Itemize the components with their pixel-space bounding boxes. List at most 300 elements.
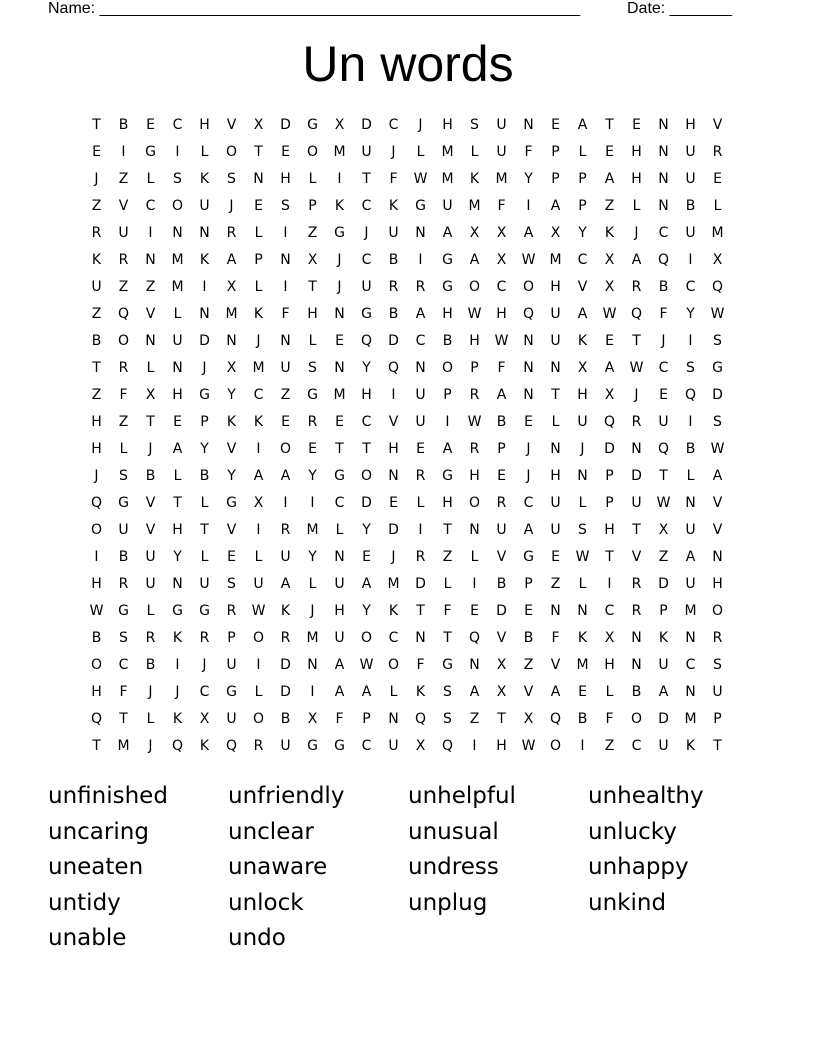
grid-letter: K bbox=[388, 603, 399, 619]
grid-letter: I bbox=[526, 198, 531, 214]
grid-row bbox=[83, 706, 743, 733]
grid-letter: A bbox=[361, 684, 372, 700]
grid-letter: P bbox=[362, 711, 371, 727]
word-bank-item: uncaring bbox=[48, 818, 149, 845]
grid-letter: X bbox=[253, 495, 264, 511]
grid-letter: O bbox=[252, 711, 265, 727]
grid-row bbox=[83, 112, 743, 139]
grid-letter: X bbox=[604, 279, 615, 295]
grid-letter: A bbox=[550, 198, 561, 214]
word-bank-item: unhealthy bbox=[588, 783, 704, 809]
grid-letter: H bbox=[172, 387, 183, 403]
grid-letter: V bbox=[631, 549, 642, 565]
grid-letter: N bbox=[550, 441, 561, 457]
grid-letter: I bbox=[283, 495, 288, 511]
grid-letter: Z bbox=[523, 657, 534, 673]
grid-letter: K bbox=[253, 306, 264, 322]
grid-letter: R bbox=[496, 495, 507, 511]
grid-letter: U bbox=[550, 306, 561, 322]
grid-letter: G bbox=[523, 549, 534, 565]
grid-letter: H bbox=[685, 117, 696, 133]
grid-letter: R bbox=[388, 279, 399, 295]
grid-letter: B bbox=[145, 657, 156, 673]
grid-letter: X bbox=[253, 117, 264, 133]
grid-letter: X bbox=[469, 225, 480, 241]
grid-letter: I bbox=[175, 657, 180, 673]
grid-letter: K bbox=[685, 738, 696, 754]
grid-row bbox=[83, 193, 743, 220]
grid-letter: V bbox=[388, 414, 399, 430]
grid-letter: Q bbox=[549, 711, 562, 727]
grid-letter: I bbox=[337, 171, 342, 187]
grid-letter: E bbox=[551, 549, 560, 565]
grid-letter: X bbox=[496, 657, 507, 673]
grid-letter: O bbox=[225, 144, 238, 160]
grid-letter: Z bbox=[307, 225, 318, 241]
grid-letter: C bbox=[658, 225, 669, 241]
grid-letter: J bbox=[418, 117, 423, 133]
grid-letter: S bbox=[227, 171, 236, 187]
grid-letter: J bbox=[202, 360, 207, 376]
grid-letter: I bbox=[256, 441, 261, 457]
grid-letter: M bbox=[117, 738, 130, 754]
grid-letter: R bbox=[631, 603, 642, 619]
grid-letter: N bbox=[658, 117, 669, 133]
grid-letter: M bbox=[252, 360, 265, 376]
grid-letter: G bbox=[334, 225, 345, 241]
grid-row bbox=[83, 733, 743, 760]
grid-letter: S bbox=[308, 360, 317, 376]
grid-letter: R bbox=[226, 225, 237, 241]
grid-letter: N bbox=[469, 522, 480, 538]
grid-letter: J bbox=[364, 225, 369, 241]
grid-letter: W bbox=[656, 495, 671, 511]
grid-letter: W bbox=[251, 603, 266, 619]
grid-letter: S bbox=[119, 468, 128, 484]
grid-row bbox=[83, 679, 743, 706]
grid-letter: H bbox=[550, 279, 561, 295]
grid-letter: G bbox=[226, 495, 237, 511]
grid-letter: V bbox=[496, 549, 507, 565]
grid-letter: T bbox=[443, 630, 452, 646]
grid-letter: J bbox=[94, 468, 99, 484]
grid-letter: Z bbox=[118, 414, 129, 430]
grid-letter: L bbox=[254, 225, 263, 241]
grid-letter: A bbox=[685, 549, 696, 565]
grid-letter: U bbox=[199, 576, 210, 592]
grid-letter: N bbox=[658, 198, 669, 214]
grid-letter: J bbox=[661, 333, 666, 349]
grid-letter: N bbox=[388, 468, 399, 484]
word-bank-item: unable bbox=[48, 925, 127, 951]
grid-letter: U bbox=[415, 387, 426, 403]
grid-letter: B bbox=[118, 549, 129, 565]
grid-letter: G bbox=[118, 603, 129, 619]
grid-letter: J bbox=[391, 144, 396, 160]
grid-letter: O bbox=[360, 468, 373, 484]
grid-letter: P bbox=[524, 576, 533, 592]
grid-letter: H bbox=[199, 117, 210, 133]
grid-letter: H bbox=[91, 576, 102, 592]
grid-letter: W bbox=[710, 306, 725, 322]
grid-letter: U bbox=[550, 333, 561, 349]
grid-letter: Y bbox=[362, 603, 371, 619]
grid-letter: U bbox=[685, 522, 696, 538]
grid-letter: B bbox=[685, 198, 696, 214]
grid-letter: J bbox=[94, 171, 99, 187]
word-bank-item: uneaten bbox=[48, 854, 144, 880]
grid-letter: Q bbox=[684, 387, 697, 403]
grid-letter: X bbox=[550, 225, 561, 241]
grid-letter: I bbox=[256, 522, 261, 538]
grid-row bbox=[83, 355, 743, 382]
grid-letter: J bbox=[634, 387, 639, 403]
grid-letter: H bbox=[442, 495, 453, 511]
grid-letter: O bbox=[360, 630, 373, 646]
grid-letter: H bbox=[604, 657, 615, 673]
grid-letter: R bbox=[415, 468, 426, 484]
grid-letter: L bbox=[119, 441, 128, 457]
grid-letter: E bbox=[578, 684, 587, 700]
grid-letter: W bbox=[521, 738, 536, 754]
grid-letter: G bbox=[199, 387, 210, 403]
grid-letter: J bbox=[256, 333, 261, 349]
grid-letter: U bbox=[388, 738, 399, 754]
grid-letter: L bbox=[443, 576, 452, 592]
grid-letter: M bbox=[441, 144, 454, 160]
grid-letter: X bbox=[415, 738, 426, 754]
grid-letter: Z bbox=[91, 198, 102, 214]
grid-letter: S bbox=[227, 576, 236, 592]
grid-letter: T bbox=[119, 711, 128, 727]
grid-letter: J bbox=[148, 738, 153, 754]
grid-row bbox=[83, 490, 743, 517]
grid-letter: R bbox=[631, 279, 642, 295]
grid-letter: T bbox=[92, 738, 101, 754]
grid-letter: T bbox=[173, 495, 182, 511]
grid-letter: L bbox=[146, 711, 155, 727]
grid-letter: I bbox=[472, 738, 477, 754]
grid-letter: G bbox=[118, 495, 129, 511]
grid-letter: M bbox=[225, 306, 238, 322]
grid-letter: R bbox=[280, 522, 291, 538]
grid-letter: U bbox=[496, 144, 507, 160]
grid-letter: C bbox=[172, 117, 183, 133]
grid-letter: R bbox=[415, 279, 426, 295]
grid-letter: X bbox=[226, 360, 237, 376]
grid-letter: X bbox=[145, 387, 156, 403]
grid-letter: U bbox=[361, 144, 372, 160]
grid-letter: J bbox=[202, 657, 207, 673]
grid-letter: A bbox=[523, 522, 534, 538]
grid-letter: I bbox=[310, 495, 315, 511]
grid-letter: C bbox=[361, 198, 372, 214]
grid-letter: R bbox=[253, 738, 264, 754]
grid-row bbox=[83, 301, 743, 328]
grid-letter: F bbox=[119, 684, 128, 700]
grid-letter: X bbox=[226, 279, 237, 295]
grid-letter: M bbox=[306, 630, 319, 646]
grid-letter: O bbox=[468, 495, 481, 511]
grid-letter: I bbox=[607, 576, 612, 592]
grid-letter: V bbox=[145, 522, 156, 538]
grid-letter: U bbox=[199, 198, 210, 214]
grid-letter: Q bbox=[657, 252, 670, 268]
grid-letter: N bbox=[685, 684, 696, 700]
grid-letter: V bbox=[145, 495, 156, 511]
grid-letter: F bbox=[524, 144, 533, 160]
grid-letter: F bbox=[416, 657, 425, 673]
grid-letter: S bbox=[713, 414, 722, 430]
grid-letter: U bbox=[577, 414, 588, 430]
grid-letter: V bbox=[577, 279, 588, 295]
grid-letter: A bbox=[442, 441, 453, 457]
grid-letter: Y bbox=[524, 171, 533, 187]
grid-letter: I bbox=[283, 225, 288, 241]
grid-letter: N bbox=[631, 441, 642, 457]
grid-letter: W bbox=[602, 306, 617, 322]
grid-letter: C bbox=[388, 630, 399, 646]
grid-letter: E bbox=[389, 495, 398, 511]
word-bank-item: unfriendly bbox=[228, 783, 345, 809]
grid-letter: E bbox=[254, 198, 263, 214]
grid-letter: Y bbox=[308, 549, 317, 565]
grid-letter: L bbox=[686, 468, 695, 484]
grid-letter: I bbox=[256, 657, 261, 673]
grid-letter: A bbox=[253, 468, 264, 484]
grid-letter: R bbox=[307, 414, 318, 430]
grid-letter: G bbox=[307, 117, 318, 133]
grid-letter: S bbox=[119, 630, 128, 646]
grid-letter: K bbox=[199, 738, 210, 754]
grid-letter: A bbox=[604, 171, 615, 187]
grid-letter: P bbox=[713, 711, 722, 727]
grid-letter: V bbox=[496, 630, 507, 646]
grid-letter: A bbox=[604, 360, 615, 376]
grid-letter: R bbox=[199, 630, 210, 646]
grid-letter: N bbox=[550, 603, 561, 619]
grid-letter: U bbox=[172, 333, 183, 349]
grid-letter: J bbox=[148, 441, 153, 457]
name-field-label: Name: ______________________________________________________ bbox=[48, 0, 581, 17]
word-bank-item: unaware bbox=[228, 854, 328, 880]
grid-letter: B bbox=[280, 711, 291, 727]
grid-letter: P bbox=[308, 198, 317, 214]
grid-letter: S bbox=[443, 684, 452, 700]
grid-letter: R bbox=[469, 387, 480, 403]
grid-letter: E bbox=[92, 144, 101, 160]
grid-letter: G bbox=[712, 360, 723, 376]
word-bank-item: unplug bbox=[408, 889, 488, 916]
grid-letter: U bbox=[496, 522, 507, 538]
grid-letter: N bbox=[253, 171, 264, 187]
grid-letter: U bbox=[442, 198, 453, 214]
grid-letter: R bbox=[631, 414, 642, 430]
grid-letter: T bbox=[632, 333, 641, 349]
grid-letter: M bbox=[171, 279, 184, 295]
grid-letter: U bbox=[253, 576, 264, 592]
grid-letter: T bbox=[362, 441, 371, 457]
grid-row bbox=[83, 571, 743, 598]
grid-letter: Z bbox=[442, 549, 453, 565]
grid-letter: U bbox=[334, 630, 345, 646]
grid-letter: P bbox=[443, 387, 452, 403]
grid-letter: P bbox=[227, 630, 236, 646]
grid-letter: R bbox=[118, 360, 129, 376]
grid-letter: N bbox=[523, 117, 534, 133]
grid-letter: Z bbox=[550, 576, 561, 592]
grid-letter: U bbox=[280, 549, 291, 565]
grid-letter: M bbox=[684, 603, 697, 619]
grid-letter: I bbox=[310, 684, 315, 700]
grid-letter: N bbox=[199, 306, 210, 322]
grid-letter: L bbox=[173, 468, 182, 484]
grid-letter: T bbox=[551, 387, 560, 403]
grid-letter: E bbox=[632, 117, 641, 133]
grid-letter: N bbox=[334, 306, 345, 322]
grid-letter: U bbox=[685, 144, 696, 160]
grid-letter: C bbox=[658, 360, 669, 376]
grid-letter: A bbox=[496, 387, 507, 403]
grid-letter: T bbox=[443, 522, 452, 538]
grid-letter: K bbox=[199, 171, 210, 187]
grid-letter: H bbox=[631, 144, 642, 160]
grid-row bbox=[83, 598, 743, 625]
grid-letter: I bbox=[445, 414, 450, 430]
grid-letter: G bbox=[307, 738, 318, 754]
grid-letter: J bbox=[175, 684, 180, 700]
grid-letter: U bbox=[361, 279, 372, 295]
grid-letter: N bbox=[334, 549, 345, 565]
grid-letter: T bbox=[335, 441, 344, 457]
grid-row bbox=[83, 544, 743, 571]
grid-letter: M bbox=[387, 576, 400, 592]
grid-letter: I bbox=[580, 738, 585, 754]
grid-letter: M bbox=[333, 387, 346, 403]
grid-letter: E bbox=[281, 414, 290, 430]
grid-letter: N bbox=[523, 333, 534, 349]
header-line bbox=[48, 0, 748, 20]
grid-row bbox=[83, 220, 743, 247]
grid-row bbox=[83, 436, 743, 463]
grid-letter: U bbox=[550, 522, 561, 538]
grid-letter: E bbox=[470, 603, 479, 619]
grid-letter: H bbox=[442, 306, 453, 322]
grid-letter: F bbox=[281, 306, 290, 322]
grid-letter: Y bbox=[578, 225, 587, 241]
grid-row bbox=[83, 625, 743, 652]
grid-letter: N bbox=[523, 387, 534, 403]
grid-letter: X bbox=[604, 252, 615, 268]
grid-letter: L bbox=[470, 549, 479, 565]
grid-letter: J bbox=[148, 684, 153, 700]
grid-letter: H bbox=[172, 522, 183, 538]
grid-letter: L bbox=[254, 279, 263, 295]
grid-letter: O bbox=[279, 441, 292, 457]
grid-letter: L bbox=[146, 171, 155, 187]
grid-letter: A bbox=[226, 252, 237, 268]
grid-letter: W bbox=[710, 441, 725, 457]
grid-letter: D bbox=[280, 117, 291, 133]
grid-letter: N bbox=[658, 171, 669, 187]
grid-letter: P bbox=[200, 414, 209, 430]
grid-letter: P bbox=[497, 441, 506, 457]
grid-letter: X bbox=[496, 225, 507, 241]
grid-letter: P bbox=[605, 468, 614, 484]
grid-letter: S bbox=[578, 522, 587, 538]
grid-letter: O bbox=[630, 711, 643, 727]
grid-letter: U bbox=[550, 495, 561, 511]
grid-letter: X bbox=[604, 630, 615, 646]
grid-letter: A bbox=[577, 306, 588, 322]
grid-letter: L bbox=[416, 144, 425, 160]
date-field-label: Date: _______ bbox=[627, 0, 732, 17]
grid-letter: G bbox=[415, 198, 426, 214]
grid-letter: U bbox=[226, 657, 237, 673]
grid-letter: M bbox=[306, 522, 319, 538]
grid-letter: Y bbox=[227, 468, 236, 484]
grid-letter: H bbox=[496, 738, 507, 754]
grid-letter: X bbox=[496, 252, 507, 268]
grid-letter: P bbox=[659, 603, 668, 619]
grid-letter: F bbox=[335, 711, 344, 727]
grid-letter: U bbox=[658, 414, 669, 430]
grid-letter: W bbox=[575, 549, 590, 565]
grid-letter: N bbox=[577, 603, 588, 619]
grid-letter: A bbox=[577, 117, 588, 133]
grid-letter: D bbox=[388, 522, 399, 538]
grid-letter: F bbox=[605, 711, 614, 727]
grid-letter: L bbox=[578, 495, 587, 511]
grid-letter: U bbox=[631, 495, 642, 511]
grid-letter: A bbox=[415, 306, 426, 322]
grid-letter: M bbox=[333, 144, 346, 160]
grid-letter: Y bbox=[200, 441, 209, 457]
grid-letter: G bbox=[361, 306, 372, 322]
grid-letter: K bbox=[604, 225, 615, 241]
grid-row bbox=[83, 652, 743, 679]
grid-letter: K bbox=[253, 414, 264, 430]
grid-letter: H bbox=[334, 603, 345, 619]
grid-letter: V bbox=[712, 495, 723, 511]
grid-letter: A bbox=[469, 252, 480, 268]
grid-letter: Z bbox=[145, 279, 156, 295]
grid-letter: N bbox=[334, 360, 345, 376]
grid-letter: E bbox=[173, 414, 182, 430]
grid-letter: A bbox=[658, 684, 669, 700]
grid-letter: A bbox=[712, 468, 723, 484]
grid-letter: M bbox=[576, 657, 589, 673]
grid-letter: C bbox=[361, 252, 372, 268]
grid-letter: I bbox=[472, 576, 477, 592]
grid-letter: W bbox=[413, 171, 428, 187]
grid-letter: Q bbox=[468, 630, 481, 646]
word-bank-item: unfinished bbox=[48, 783, 168, 809]
grid-letter: H bbox=[550, 468, 561, 484]
grid-letter: L bbox=[146, 603, 155, 619]
grid-letter: D bbox=[280, 684, 291, 700]
grid-letter: S bbox=[173, 171, 182, 187]
grid-letter: X bbox=[334, 117, 345, 133]
grid-letter: E bbox=[227, 549, 236, 565]
grid-letter: U bbox=[658, 657, 669, 673]
grid-letter: U bbox=[280, 738, 291, 754]
grid-letter: E bbox=[551, 117, 560, 133]
grid-letter: H bbox=[469, 333, 480, 349]
grid-letter: L bbox=[551, 414, 560, 430]
grid-letter: K bbox=[577, 630, 588, 646]
grid-letter: P bbox=[578, 198, 587, 214]
